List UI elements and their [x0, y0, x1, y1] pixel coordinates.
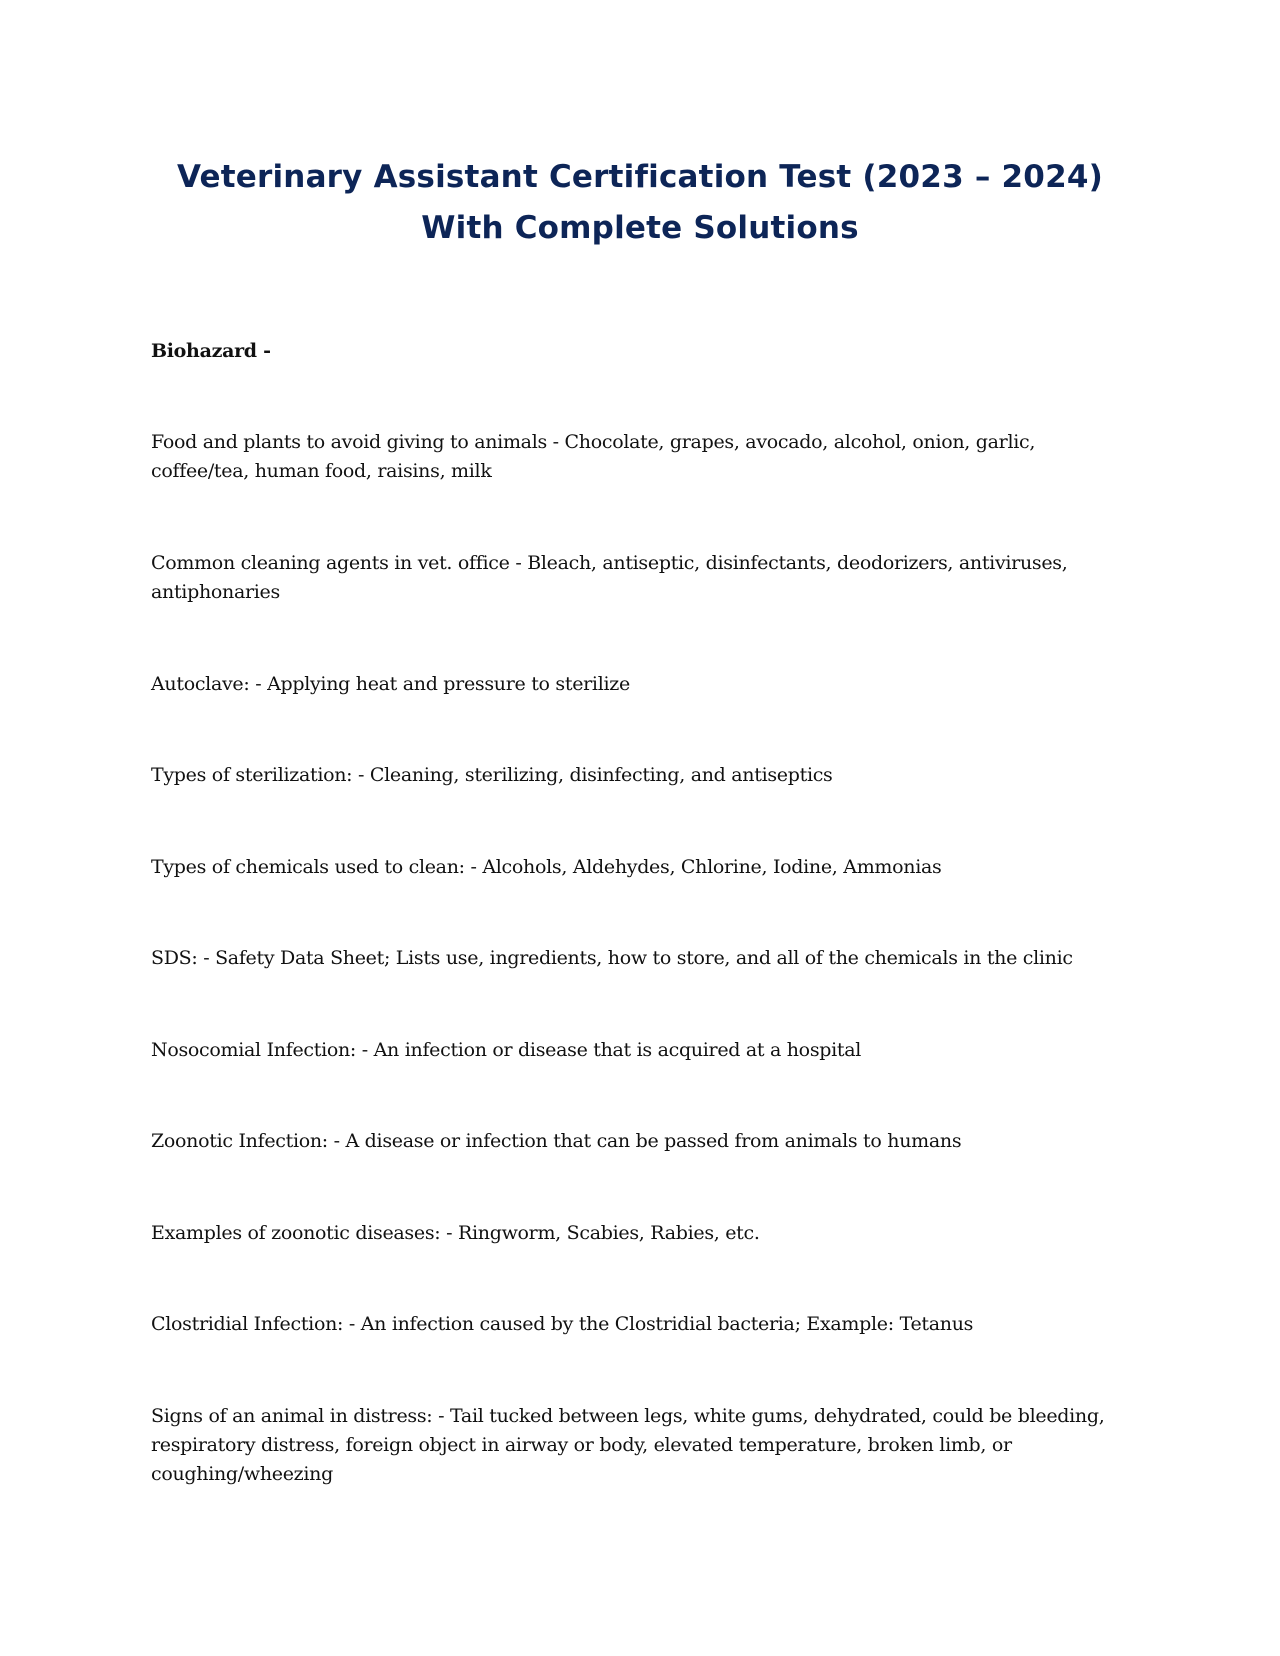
entry-definition: Bleach, antiseptic, disinfectants, deodorizers, antiviruses, antiphonaries	[151, 552, 1068, 603]
entry-cleaning-agents	[151, 549, 1131, 607]
entry-sds	[151, 944, 1131, 973]
entry-definition: Alcohols, Aldehydes, Chlorine, Iodine, Ammonias	[482, 856, 942, 878]
entry-term: Common cleaning agents in vet. office -	[151, 552, 522, 574]
title-line-2: With Complete Solutions	[421, 210, 859, 246]
entry-nosocomial	[151, 1036, 1131, 1065]
entry-biohazard	[151, 337, 1131, 366]
entry-definition: Cleaning, sterilizing, disinfecting, and antiseptics	[369, 764, 833, 786]
entry-definition: An infection or disease that is acquired at a hospital	[373, 1039, 862, 1061]
entry-sterilization-types	[151, 761, 1131, 790]
entry-definition: Safety Data Sheet; Lists use, ingredients, how to store, and all of the chemicals in the clinic	[215, 947, 1073, 969]
entry-food-plants	[151, 428, 1131, 486]
entry-definition: Applying heat and pressure to sterilize	[267, 673, 630, 695]
entry-definition: Chocolate, grapes, avocado, alcohol, onion, garlic, coffee/tea, human food, raisins, milk	[151, 431, 1036, 482]
entry-zoonotic-examples	[151, 1219, 1131, 1248]
document-title	[100, 152, 1180, 254]
entry-term: Biohazard -	[151, 340, 271, 362]
entry-term: Clostridial Infection: -	[151, 1313, 355, 1335]
entry-clostridial	[151, 1310, 1131, 1339]
entry-term: Examples of zoonotic diseases: -	[151, 1222, 453, 1244]
entry-term: Zoonotic Infection: -	[151, 1130, 340, 1152]
entry-term: SDS: -	[151, 947, 210, 969]
entry-term: Nosocomial Infection: -	[151, 1039, 368, 1061]
entry-term: Food and plants to avoid giving to animals -	[151, 431, 559, 453]
entry-definition: A disease or infection that can be passed from animals to humans	[345, 1130, 962, 1152]
entry-term: Types of sterilization: -	[151, 764, 365, 786]
entry-term: Autoclave: -	[151, 673, 262, 695]
entry-autoclave	[151, 670, 1131, 699]
entry-definition: Ringworm, Scabies, Rabies, etc.	[458, 1222, 760, 1244]
title-line-1: Veterinary Assistant Certification Test (2023 – 2024)	[177, 159, 1103, 195]
entry-definition: An infection caused by the Clostridial bacteria; Example: Tetanus	[360, 1313, 974, 1335]
entry-chemicals	[151, 853, 1131, 882]
entry-term: Signs of an animal in distress: -	[151, 1405, 445, 1427]
entry-distress-signs	[151, 1402, 1131, 1489]
entry-definition: Tail tucked between legs, white gums, dehydrated, could be bleeding, respiratory distress, foreign object in airway or body, elevated temperature, broken limb, or coughing/wheezing	[151, 1405, 1105, 1485]
entry-term: Types of chemicals used to clean: -	[151, 856, 477, 878]
entry-zoonotic	[151, 1127, 1131, 1156]
